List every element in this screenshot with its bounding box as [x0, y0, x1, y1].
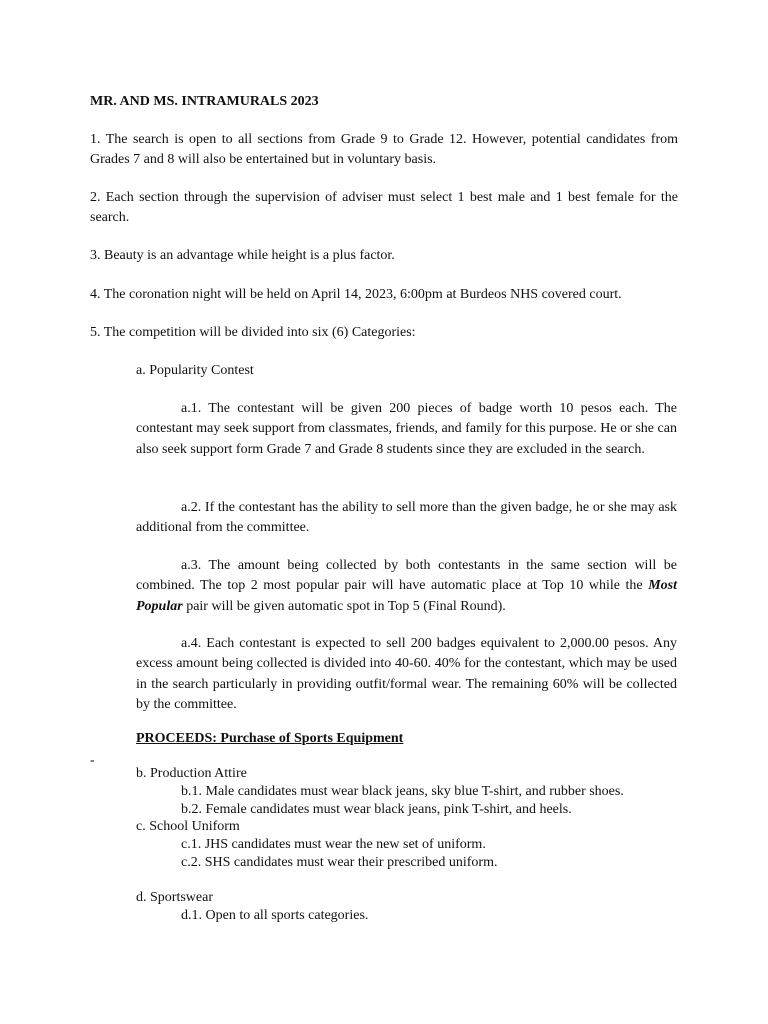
- school-uniform-heading: c. School Uniform: [136, 819, 240, 834]
- uniform-rule-c1: c.1. JHS candidates must wear the new set of uniform.: [181, 837, 486, 852]
- popularity-rule-a2: a.2. If the contestant has the ability to sell more than the given badge, he or she may ask additional from the committee.: [136, 500, 677, 536]
- popularity-rule-a3: [136, 556, 677, 617]
- rule-2: 2. Each section through the supervision of adviser must select 1 best male and 1 best female for the search.: [90, 190, 678, 226]
- production-attire-heading: b. Production Attire: [136, 766, 247, 781]
- rule-1: 1. The search is open to all sections from Grade 9 to Grade 12. However, potential candidates from Grades 7 and 8 will also be entertained but in voluntary basis.: [90, 132, 678, 168]
- production-rule-b2: b.2. Female candidates must wear black jeans, pink T-shirt, and heels.: [181, 802, 572, 817]
- stray-dash-mark: -: [90, 753, 95, 768]
- rule-3: 3. Beauty is an advantage while height is a plus factor.: [90, 248, 395, 263]
- a3-text-before: a.3. The amount being collected by both contestants in the same section will be combined. The top 2 most popular pair will have automatic place at Top 10 while the: [136, 558, 677, 594]
- document-title: MR. AND MS. INTRAMURALS 2023: [90, 94, 319, 109]
- rule-4: 4. The coronation night will be held on April 14, 2023, 6:00pm at Burdeos NHS covered court.: [90, 287, 622, 302]
- sportswear-heading: d. Sportswear: [136, 890, 213, 905]
- popularity-contest-heading: a. Popularity Contest: [136, 363, 254, 378]
- sportswear-rule-d1: d.1. Open to all sports categories.: [181, 908, 369, 923]
- rule-5: 5. The competition will be divided into six (6) Categories:: [90, 325, 416, 340]
- proceeds-heading: PROCEEDS: Purchase of Sports Equipment: [136, 731, 404, 746]
- a3-text-after: pair will be given automatic spot in Top 5 (Final Round).: [182, 598, 506, 614]
- production-rule-b1: b.1. Male candidates must wear black jeans, sky blue T-shirt, and rubber shoes.: [181, 784, 624, 799]
- uniform-rule-c2: c.2. SHS candidates must wear their prescribed uniform.: [181, 855, 498, 870]
- popularity-rule-a4: a.4. Each contestant is expected to sell 200 badges equivalent to 2,000.00 pesos. Any excess amount being collected is divided into 40-60. 40% for the contestant, which may be used in the search particularly in providing outfit/formal wear. The remaining 60% will be collected by the committee.: [136, 636, 677, 712]
- most-popular-emphasis: Most Popular: [136, 578, 677, 614]
- popularity-rule-a1: a.1. The contestant will be given 200 pieces of badge worth 10 pesos each. The contestant may seek support from classmates, friends, and family for this purpose. He or she can also seek support form Grade 7 and Grade 8 students since they are excluded in the search.: [136, 401, 677, 457]
